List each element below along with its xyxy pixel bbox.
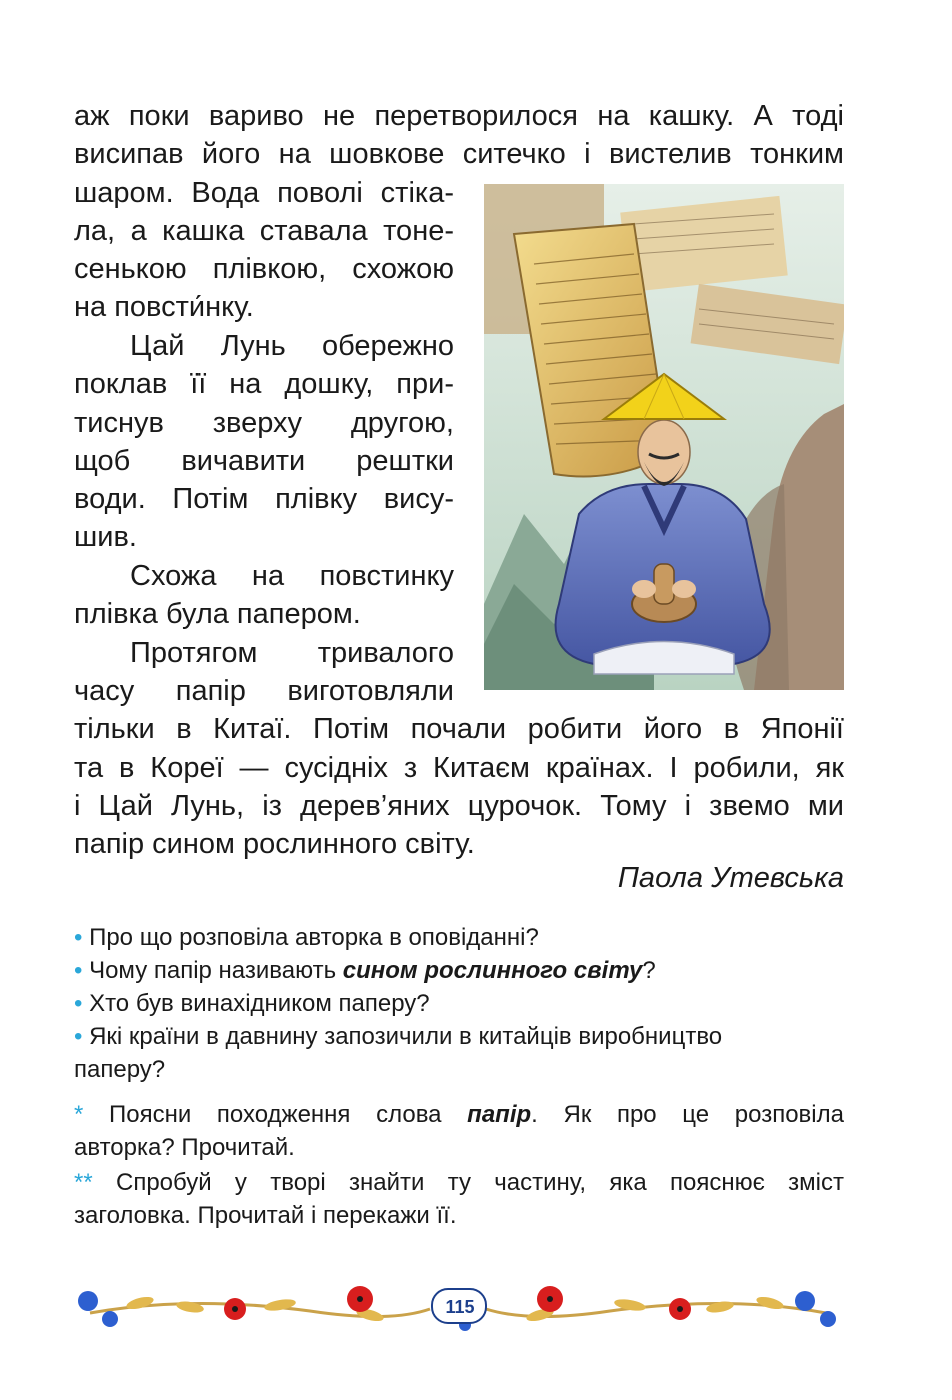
text-line: часу папір виготовляли: [74, 675, 454, 707]
bullet: •: [74, 957, 83, 984]
question-text: Чому папір називають: [89, 957, 343, 984]
text-line: тиснув зверху другою,: [74, 407, 454, 439]
question-text: Які країни в давнину запозичили в китайців виробництво: [89, 1023, 723, 1050]
text-line: папір сином рослинного світу.: [74, 828, 475, 860]
text-line: аж поки вариво не перетворилося на кашку. А тоді: [74, 100, 844, 132]
text-line: висипав його на шовкове ситечко і вистелив тонким: [74, 138, 844, 170]
text-line: шив.: [74, 521, 137, 553]
text-line: плівка була папером.: [74, 598, 361, 630]
text-line: поклав її на дошку, при-: [74, 368, 454, 400]
question-1: [74, 921, 539, 955]
bullet: •: [74, 924, 83, 951]
text-line: Схожа на повстинку: [130, 560, 454, 592]
text-line: шаром. Вода поволі стіка-: [74, 177, 454, 209]
task-text: . Як про це розповіла: [531, 1101, 844, 1128]
task-2-cont: заголовка. Прочитай і перекажи її.: [74, 1202, 457, 1229]
text-line: і Цай Лунь, із дерев’яних цурочок. Тому і звемо ми: [74, 790, 844, 822]
text-line: води. Потім плівку вису-: [74, 483, 454, 515]
question-text: Про що розповіла авторка в оповіданні?: [89, 924, 539, 951]
text-line: ла, а кашка ставала тоне-: [74, 215, 454, 247]
text-line: Протягом тривалого: [130, 637, 454, 669]
question-4: [74, 1020, 722, 1054]
text-line: тільки в Китаї. Потім почали робити його в Японії: [74, 713, 844, 745]
task-1-cont: авторка? Прочитай.: [74, 1134, 295, 1161]
star-marker: **: [74, 1169, 93, 1196]
task-1: [74, 1098, 844, 1132]
text-line: на повсти́нку.: [74, 291, 254, 323]
author-signature: Паола Утевська: [617, 862, 844, 894]
page-number: 115: [445, 1297, 475, 1317]
text-line: сенькою плівкою, схожою: [74, 253, 454, 285]
question-text: Хто був винахідником паперу?: [89, 990, 430, 1017]
question-text: ?: [642, 957, 656, 984]
task-2: [74, 1166, 844, 1200]
task-text: Поясни походження слова: [83, 1101, 468, 1128]
task-emphasis: папір: [467, 1101, 532, 1128]
star-marker: *: [74, 1101, 84, 1128]
question-2: [74, 954, 656, 988]
text-line: Цай Лунь обережно: [130, 330, 454, 362]
text-line: щоб вичавити рештки: [74, 445, 454, 477]
task-text: Спробуй у творі знайти ту частину, яка пояснює зміст: [92, 1169, 844, 1196]
question-3: [74, 987, 430, 1021]
illustration-cai-lun: [484, 184, 844, 690]
text-line: та в Кореї — сусідніх з Китаєм країнах. І робили, як: [74, 752, 844, 784]
question-emphasis: сином рослинного світу: [342, 957, 643, 984]
bullet: •: [74, 1023, 83, 1050]
bullet: •: [74, 990, 83, 1017]
question-4-cont: паперу?: [74, 1056, 166, 1083]
